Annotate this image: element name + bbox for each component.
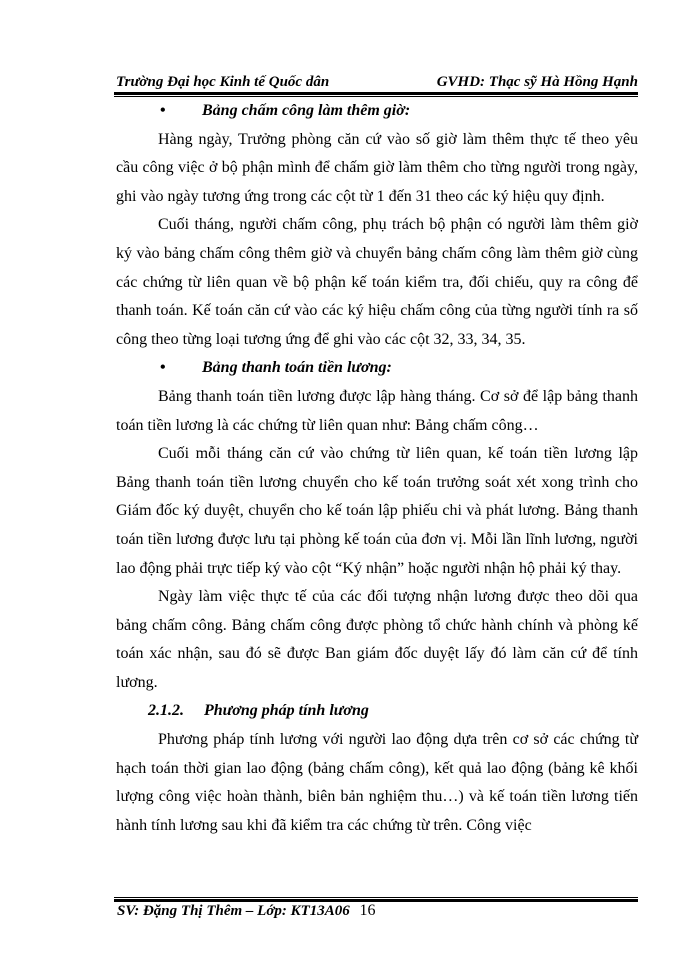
- bullet-heading: [116, 354, 638, 383]
- footer-author: SV: Đặng Thị Thêm – Lớp: KT13A06: [117, 903, 350, 919]
- section-number: 2.1.2.: [148, 702, 184, 720]
- paragraph: Cuối mỗi tháng căn cứ vào chứng từ liên quan, kế toán tiền lương lập Bảng thanh toán tiền lương chuyển cho kế toán trưởng soát xét xong trình cho Giám đốc ký duyệt, chuyển cho kế toán lập phiếu chi và phát lương. Bảng thanh toán tiền lương được lưu tại phòng kế toán của đơn vị. Mỗi lần lĩnh lương, người lao động phải trực tiếp ký vào cột “Ký nhận” hoặc người nhận hộ phải ký thay.: [116, 445, 638, 577]
- bullet-heading-text: Bảng thanh toán tiền lương:: [202, 359, 392, 377]
- paragraph: Bảng thanh toán tiền lương được lập hàng tháng. Cơ sở để lập bảng thanh toán tiền lương là các chứng từ liên quan như: Bảng chấm công…: [116, 387, 638, 434]
- section-heading: [116, 697, 638, 726]
- bullet-heading: [116, 97, 638, 126]
- paragraph: Ngày làm việc thực tế của các đối tượng nhận lương được theo dõi qua bảng chấm công. Bảng chấm công được phòng tổ chức hành chính và phòng kế toán xác nhận, sau đó sẽ được Ban giám đốc duyệt lấy đó làm căn cứ để tính lương.: [116, 588, 638, 691]
- section-title: Phương pháp tính lương: [204, 702, 369, 720]
- bullet-icon: •: [160, 359, 166, 377]
- bullet-icon: •: [160, 102, 166, 119]
- paragraph: Cuối tháng, người chấm công, phụ trách bộ phận có người làm thêm giờ ký vào bảng chấm công thêm giờ và chuyển bảng chấm công làm thêm giờ cùng các chứng từ liên quan về bộ phận kế toán kiểm tra, đối chiếu, quy ra công để thanh toán. Kế toán căn cứ vào các ký hiệu chấm công của từng người tính ra số công theo từng loại tương ứng để ghi vào các cột 32, 33, 34, 35.: [116, 216, 638, 348]
- header-advisor: GVHD: Thạc sỹ Hà Hồng Hạnh: [436, 74, 638, 90]
- header-school: Trường Đại học Kinh tế Quốc dân: [116, 74, 330, 90]
- bullet-heading-text: Bảng chấm công làm thêm giờ:: [202, 102, 411, 119]
- paragraph: Phương pháp tính lương với người lao động dựa trên cơ sở các chứng từ hạch toán thời gian lao động (bảng chấm công), kết quả lao động (bảng kê khối lượng công việc hoàn thành, biên bản nghiệm thu…) và kế toán tiền lương tiến hành tính lương sau khi đã kiểm tra các chứng từ trên. Công việc: [116, 731, 638, 834]
- page-header: [116, 74, 638, 91]
- document-body: [116, 97, 638, 840]
- page-number: 16: [359, 902, 376, 919]
- paragraph: Hàng ngày, Trưởng phòng căn cứ vào số giờ làm thêm thực tế theo yêu cầu công việc ở bộ phận mình để chấm giờ làm thêm cho từng người trong ngày, ghi vào ngày tương ứng trong các cột từ 1 đến 31 theo các ký hiệu quy định.: [116, 130, 638, 205]
- page-footer: [117, 902, 376, 920]
